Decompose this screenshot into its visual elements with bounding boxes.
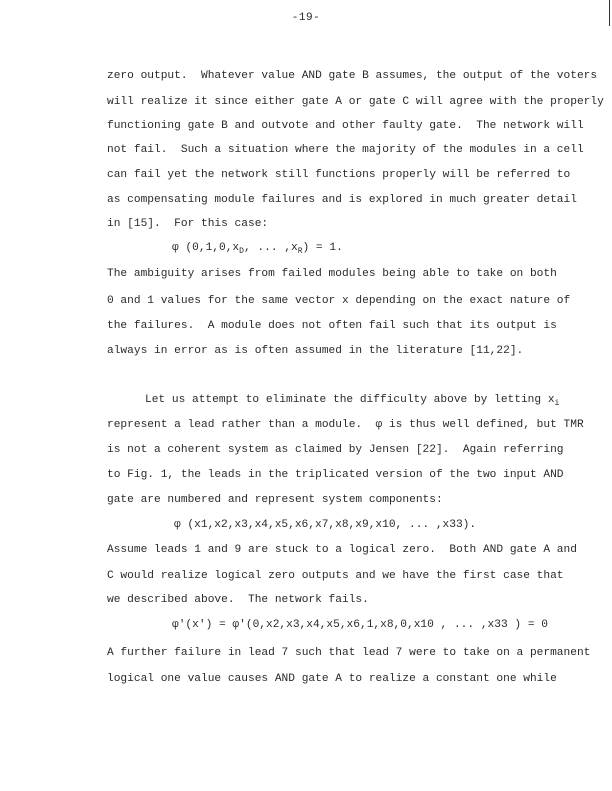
text-line: to Fig. 1, the leads in the triplicated version of the two input AND — [107, 469, 564, 481]
text-line: gate are numbered and represent system components: — [107, 494, 443, 506]
paragraph-first-line: Let us attempt to eliminate the difficulty above by letting $x_i$ — [145, 394, 560, 408]
text-line: will realize it since either gate A or gate C will agree with the properly — [107, 96, 604, 108]
text-line: C would realize logical zero outputs and we have the first case that — [107, 570, 564, 582]
text-line: represent a lead rather than a module. φ is thus well defined, but TMR — [107, 419, 584, 431]
text-line: The ambiguity arises from failed modules being able to take on both — [107, 268, 557, 280]
text-line: is not a coherent system as claimed by Jensen [22]. Again referring — [107, 444, 564, 456]
text-line: functioning gate B and outvote and other faulty gate. The network will — [107, 120, 584, 132]
text-line: the failures. A module does not often fail such that its output is — [107, 320, 557, 332]
text-line: not fail. Such a situation where the majority of the modules in a cell — [107, 144, 584, 156]
text-line: A further failure in lead 7 such that lead 7 were to take on a permanent — [107, 647, 591, 659]
text-line: in [15]. For this case: — [107, 218, 269, 230]
page-number: -19- — [291, 12, 321, 24]
text-line: logical one value causes AND gate A to realize a constant one while — [107, 673, 557, 685]
equation-lead-vector: φ (x1,x2,x3,x4,x5,x6,x7,x8,x9,x10, ... ,x33). — [174, 519, 477, 531]
text-line: always in error as is often assumed in the literature [11,22]. — [107, 345, 524, 357]
text-line: zero output. Whatever value AND gate B assumes, the output of the voters — [107, 70, 598, 82]
text-line: can fail yet the network still functions properly will be referred to — [107, 169, 571, 181]
text-line: Assume leads 1 and 9 are stuck to a logical zero. Both AND gate A and — [107, 544, 577, 556]
text-line: we described above. The network fails. — [107, 594, 369, 606]
text-line: as compensating module failures and is explored in much greater detail — [107, 194, 577, 206]
equation-failed-leads: φ'(x') = φ'(0,x2,x3,x4,x5,x6,1,x8,0,x10 , ... ,x33 ) = 0 — [172, 619, 548, 631]
text-line: 0 and 1 values for the same vector x depending on the exact nature of — [107, 295, 571, 307]
equation-phi-case: φ ($0,1,0,x_D$, ... $,x_R) = 1$. — [172, 242, 343, 256]
